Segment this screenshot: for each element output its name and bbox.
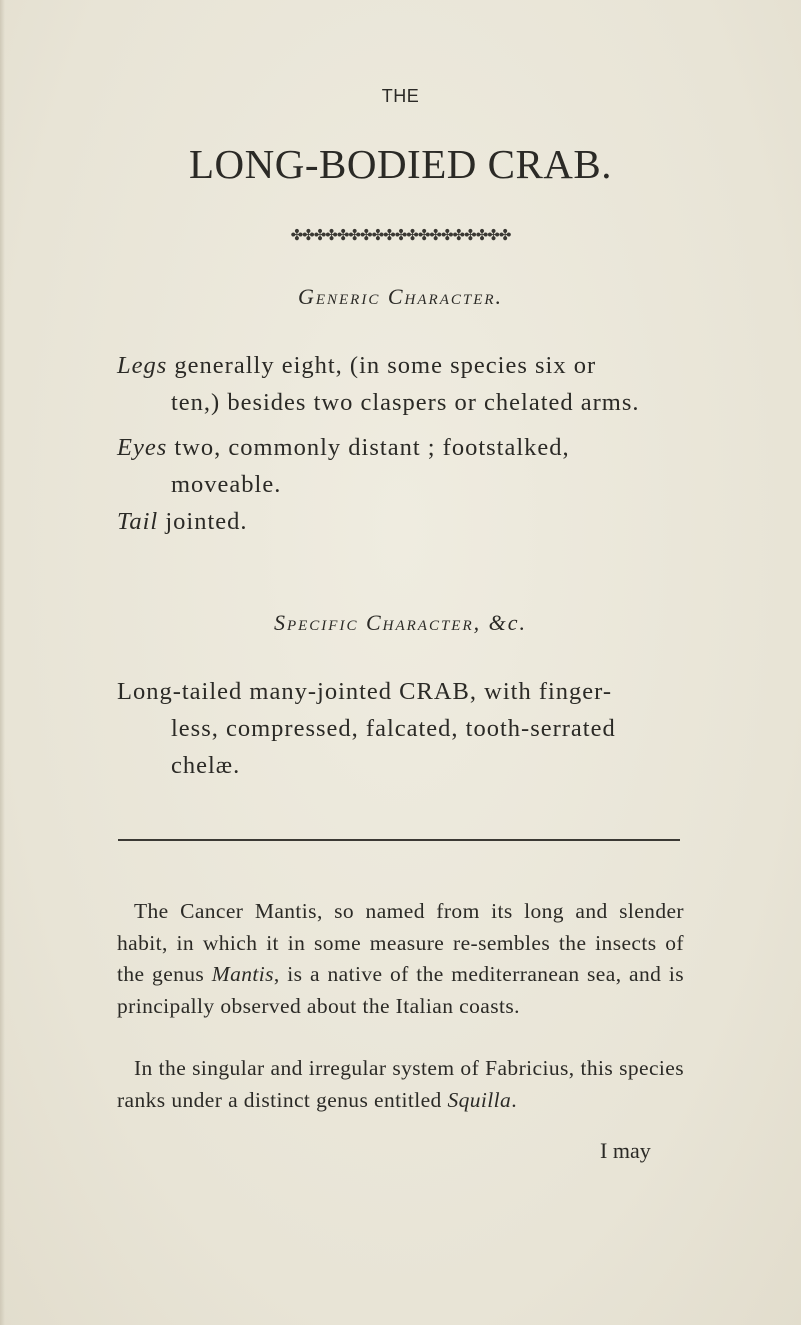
entry-text: jointed. [158, 508, 248, 535]
specific-description [117, 673, 707, 784]
paragraph-text: In the singular and irregular system of Fabricius, this species ranks under a distinct genus entitled [117, 1056, 684, 1112]
specific-character-heading [0, 610, 801, 636]
ornament-divider: ✤✤✤✤✤✤✤✤✤✤✤✤✤✤✤✤✤✤✤ [290, 228, 511, 244]
title-the: THE [381, 86, 420, 106]
specific-heading-word-2: Character, [365, 610, 482, 635]
generic-entry-eyes [117, 429, 707, 503]
paragraph-text-end: . [511, 1087, 517, 1112]
genus-name-mantis: Mantis [211, 962, 274, 986]
specific-heading-etc: &c. [488, 610, 528, 635]
generic-entry-tail [117, 503, 707, 540]
generic-entry-legs [117, 347, 707, 421]
body-paragraph-2 [117, 1053, 684, 1116]
paragraph-text: The Cancer Mantis, so named from its long and slender habit, in which it in some measure re-sembles the insects of the genus [117, 899, 684, 986]
generic-heading-word-1: Generic [297, 284, 381, 309]
page-title: LONG-BODIED CRAB. [188, 141, 613, 187]
entry-keyword: Legs [117, 352, 168, 379]
body-paragraph-1 [117, 896, 684, 1022]
specific-line-2: less, compressed, falcated, tooth-serrated [171, 715, 616, 742]
entry-text: two, commonly distant ; footstalked, [167, 434, 570, 461]
section-rule [118, 839, 680, 841]
page-edge [0, 0, 5, 1325]
specific-heading-word-1: Specific [273, 610, 359, 635]
generic-heading-word-2: Character. [387, 284, 504, 309]
entry-text-continued: ten,) besides two claspers or chelated arms. [171, 389, 640, 416]
specific-line-1: Long-tailed many-jointed CRAB, with finger- [117, 678, 612, 705]
generic-character-heading [0, 284, 801, 310]
paragraph-text-end: , is a native of the mediterranean sea, and is principally observed about the Italian coasts. [117, 962, 684, 1018]
entry-keyword: Eyes [117, 434, 168, 461]
catchword: I may [600, 1138, 651, 1163]
entry-text-continued: moveable. [171, 471, 282, 498]
genus-name-squilla: Squilla [447, 1087, 512, 1112]
entry-text: generally eight, (in some species six or [167, 352, 597, 379]
specific-line-3: chelæ. [171, 752, 241, 779]
entry-keyword: Tail [117, 508, 159, 535]
